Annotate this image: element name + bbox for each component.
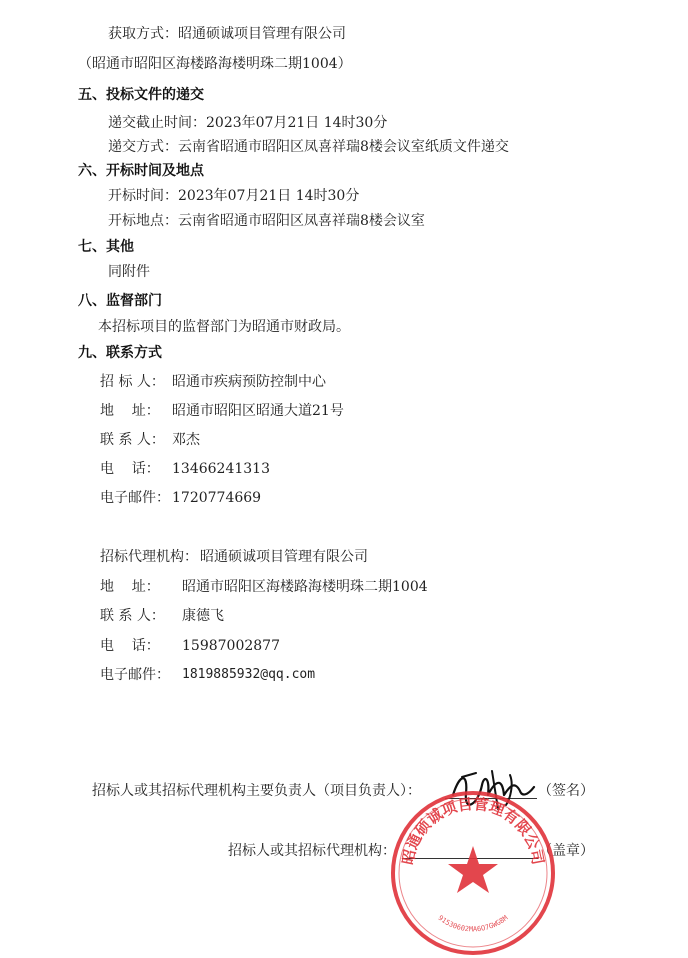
signature-org-suffix: （盖章） [538,843,594,859]
submission-deadline: 递交截止时间：2023年07月21日 14时30分 [108,115,388,131]
tenderer-email-label: 电子邮件： [100,490,170,506]
agency-contact-value: 康德飞 [182,608,224,624]
agency-address-label: 地 址： [100,579,160,595]
tenderer-email-value: 1720774669 [172,490,262,506]
tenderer-contact-value: 邓杰 [172,432,200,448]
opening-time: 开标时间：2023年07月21日 14时30分 [108,188,360,204]
tenderer-name-value: 昭通市疾病预防控制中心 [172,374,326,390]
svg-text:91530602MA6O7GWG8M [437,914,510,933]
tenderer-contact-label: 联 系 人： [100,432,165,448]
agency-name-label: 招标代理机构： [100,549,198,565]
stamp-code-text: 91530602MA6O7GWG8M [436,913,510,934]
agency-phone-label: 电 话： [100,638,160,654]
section9-heading: 九、联系方式 [78,345,162,361]
section7-heading: 七、其他 [78,239,134,255]
agency-phone-value: 15987002877 [182,638,280,654]
agency-address-value: 昭通市昭阳区海楼路海楼明珠二期1004 [182,579,428,595]
agency-email-value: 1819885932@qq.com [182,667,316,682]
acquire-method: 获取方式：昭通硕诚项目管理有限公司 [108,26,346,42]
signature-org-label: 招标人或其招标代理机构： [228,843,396,859]
official-seal-stamp [388,788,558,958]
tenderer-address-label: 地 址： [100,403,160,419]
section8-heading: 八、监督部门 [78,293,162,309]
tenderer-name-label: 招 标 人： [100,374,165,390]
submission-method: 递交方式：云南省昭通市昭阳区凤喜祥瑞8楼会议室纸质文件递交 [108,139,509,155]
acquire-address: （昭通市昭阳区海楼路海楼明珠二期1004） [78,56,352,72]
supervision-text: 本招标项目的监督部门为昭通市财政局。 [98,319,350,335]
agency-name-value: 昭通硕诚项目管理有限公司 [200,549,368,565]
signature-person-label: 招标人或其招标代理机构主要负责人（项目负责人）： [92,783,421,799]
tenderer-address-value: 昭通市昭阳区昭通大道21号 [172,403,344,419]
stamp-name-text: 昭通硕诚项目管理有限公司 [398,794,548,867]
signature-person-suffix: （签名） [538,783,594,799]
section6-heading: 六、开标时间及地点 [78,163,204,179]
agency-email-label: 电子邮件： [100,667,170,683]
section5-heading: 五、投标文件的递交 [78,87,204,103]
other-text: 同附件 [108,264,150,280]
tenderer-phone-label: 电 话： [100,461,160,477]
agency-contact-label: 联 系 人： [100,608,165,624]
tenderer-phone-value: 13466241313 [172,461,270,477]
opening-place: 开标地点：云南省昭通市昭阳区凤喜祥瑞8楼会议室 [108,213,425,229]
